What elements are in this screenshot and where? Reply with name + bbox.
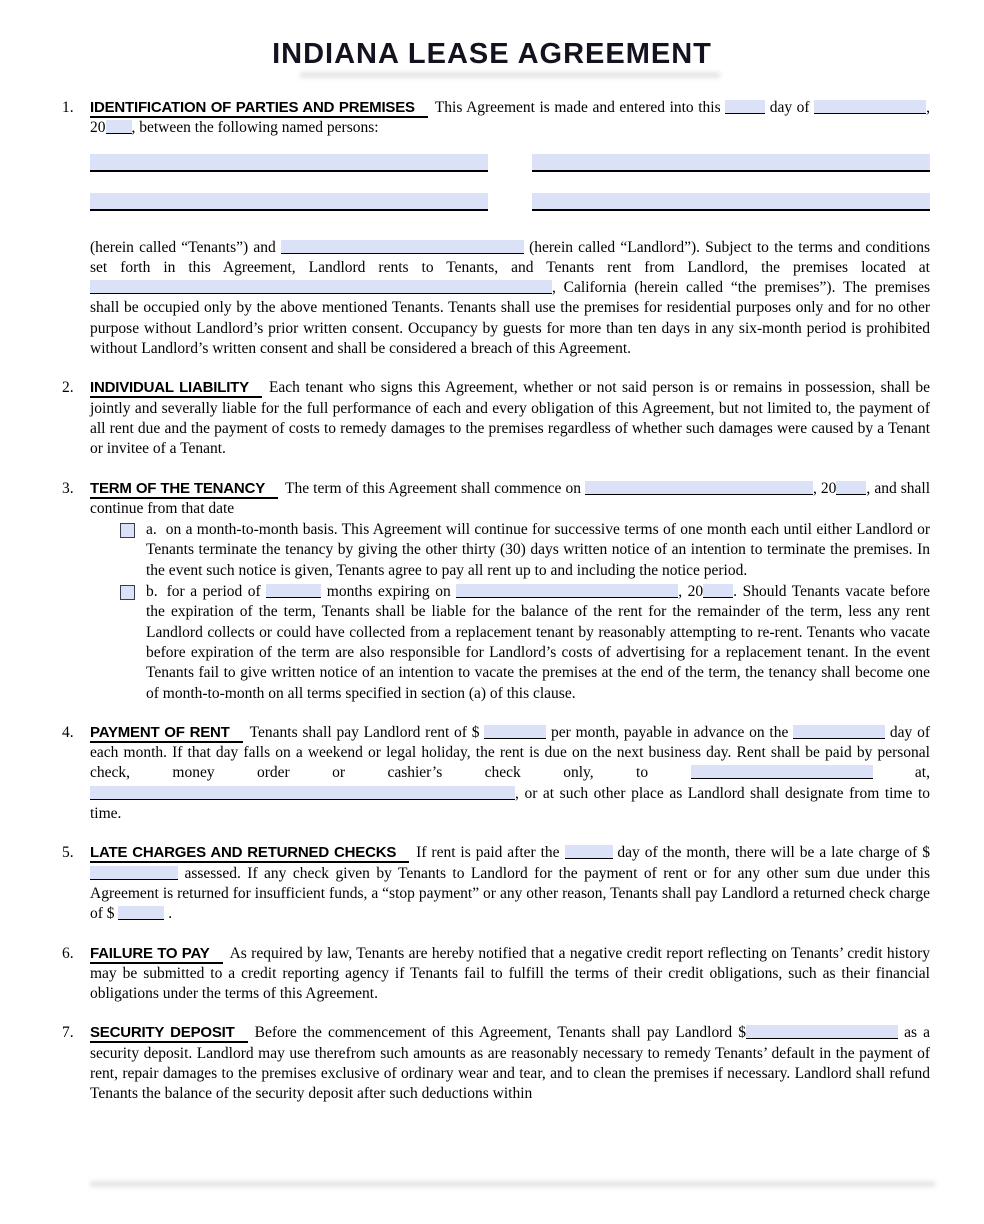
late-charge-amount-blank[interactable] bbox=[90, 866, 178, 880]
rent-payee-blank[interactable] bbox=[691, 765, 873, 779]
scan-artifact-bottom bbox=[90, 1181, 935, 1187]
document-body bbox=[62, 98, 930, 1105]
section-heading: PAYMENT OF RENT bbox=[90, 724, 243, 743]
paragraph: LATE CHARGES AND RETURNED CHECKS If rent is paid after the day of the month, there will be a late charge of $ assessed. If any check given by Tenants to Landlord for the payment of rent or for any other sum due under this Agreement is returned for insufficient funds, a “stop payment” or any other reason, Tenants shall pay Landlord a returned check charge of $ . bbox=[90, 844, 930, 923]
late-after-day-blank[interactable] bbox=[565, 845, 613, 859]
tenant-name-field-2[interactable] bbox=[532, 154, 930, 172]
section-content bbox=[90, 723, 930, 824]
tenant-name-field-3[interactable] bbox=[90, 193, 488, 211]
option-a-month-to-month-checkbox[interactable] bbox=[120, 523, 135, 538]
section-6 bbox=[62, 944, 930, 1005]
tenant-name-field-4[interactable] bbox=[532, 193, 930, 211]
term-months-blank[interactable] bbox=[266, 584, 321, 598]
document-title: INDIANA LEASE AGREEMENT bbox=[272, 38, 712, 70]
section-heading: TERM OF THE TENANCY bbox=[90, 480, 278, 499]
agreement-day-blank[interactable] bbox=[725, 100, 765, 114]
section-number: 7. bbox=[62, 1024, 74, 1042]
tenant-name-field-1[interactable] bbox=[90, 154, 488, 172]
section-5 bbox=[62, 843, 930, 924]
section-2 bbox=[62, 378, 930, 459]
expiration-year-blank[interactable] bbox=[703, 584, 733, 598]
section-content bbox=[90, 843, 930, 924]
section-4 bbox=[62, 723, 930, 824]
section-content bbox=[90, 479, 930, 704]
paragraph: INDIVIDUAL LIABILITY Each tenant who signs this Agreement, whether or not said person is or remains in possession, shall be jointly and severally liable for the full performance of each and every obligation of this Agreement, but not limited to, the payment of all rent due and the payment of costs to remedy damages to the premises regardless of whether such damages were caused by a Tenant or invitee of a Tenant. bbox=[90, 379, 930, 458]
option-letter: b. bbox=[146, 583, 158, 601]
section-heading: LATE CHARGES AND RETURNED CHECKS bbox=[90, 844, 409, 863]
section-number: 1. bbox=[62, 99, 74, 116]
term-option-item bbox=[90, 582, 930, 704]
paragraph: PAYMENT OF RENT Tenants shall pay Landlord rent of $ per month, payable in advance on the day of each month. If that day falls on a weekend or legal holiday, the rent is due on the next business day. Rent shall be paid by personal check, money order or cashier’s check only, to at, , or at such other place as Landlord shall designate from time to time. bbox=[90, 723, 930, 823]
section-heading: INDIVIDUAL LIABILITY bbox=[90, 379, 262, 398]
section-content bbox=[90, 378, 930, 459]
term-option-text: b. for a period of months expiring on , 20 . Should Tenants vacate before the expiration of the term, Tenants shall be liable for the balance of the rent for the remainder of the term, less any rent Landlord collects or could have collected from a replacement tenant by reasonably attempting to re-rent. Tenants who vacate before expiration of the term are also responsible for Landlord’s costs of advertising for a replacement tenant. In the event Tenants fail to give written notice of an intention to vacate the premises at the end of the term, the tenancy shall become one of month-to-month on all terms specified in section (a) of this clause. bbox=[146, 583, 930, 702]
agreement-month-blank[interactable] bbox=[814, 100, 926, 114]
commencement-date-blank[interactable] bbox=[585, 481, 813, 495]
section-number: 4. bbox=[62, 723, 74, 741]
paragraph: SECURITY DEPOSIT Before the commencement of this Agreement, Tenants shall pay Landlord $ as a security deposit. Landlord may use therefrom such amounts as are reasonably necessary to remedy Tenants’ default in the payment of rent, repair damages to the premises exclusive of ordinary wear and tear, and to clean the premises if necessary. Landlord shall refund Tenants the balance of the security deposit after such deductions within bbox=[90, 1024, 930, 1103]
section-content bbox=[90, 1023, 930, 1104]
rent-amount-blank[interactable] bbox=[484, 725, 546, 739]
section-heading: SECURITY DEPOSIT bbox=[90, 1024, 248, 1043]
section-heading: FAILURE TO PAY bbox=[90, 945, 223, 964]
expiration-date-blank[interactable] bbox=[456, 584, 678, 598]
section-number: 3. bbox=[62, 479, 74, 497]
section-1 bbox=[62, 98, 930, 359]
section-number: 6. bbox=[62, 944, 74, 962]
paragraph: IDENTIFICATION OF PARTIES AND PREMISES This Agreement is made and entered into this day of , 20 , between the following named persons: bbox=[90, 99, 930, 137]
term-option-item bbox=[90, 520, 930, 581]
agreement-year-blank[interactable] bbox=[106, 120, 132, 134]
scan-artifact-top bbox=[300, 72, 720, 78]
section-content bbox=[90, 98, 930, 359]
rent-payment-place-blank[interactable] bbox=[90, 786, 515, 800]
section-heading: IDENTIFICATION OF PARTIES AND PREMISES bbox=[90, 99, 428, 118]
section-3 bbox=[62, 479, 930, 704]
commencement-year-blank[interactable] bbox=[836, 481, 866, 495]
returned-check-charge-blank[interactable] bbox=[118, 906, 164, 920]
paragraph: FAILURE TO PAY As required by law, Tenants are hereby notified that a negative credit report reflecting on Tenants’ credit history may be submitted to a credit reporting agency if Tenants fail to fulfill the terms of their credit obligations, such as their financial obligations under the terms of this Agreement. bbox=[90, 944, 930, 1003]
option-letter: a. bbox=[146, 521, 157, 539]
landlord-name-blank[interactable] bbox=[281, 240, 524, 254]
security-deposit-amount-blank[interactable] bbox=[746, 1025, 898, 1039]
party-name-grid bbox=[90, 154, 930, 211]
section-7 bbox=[62, 1023, 930, 1104]
section-content bbox=[90, 944, 930, 1005]
paragraph: (herein called “Tenants”) and (herein called “Landlord”). Subject to the terms and conditions set forth in this Agreement, Landlord rents to Tenants, and Tenants rent from Landlord, the premises located at , California (herein called “the premises”). The premises shall be occupied only by the above mentioned Tenants. Tenants shall use the premises for residential purposes only and for no other purpose without Landlord’s prior written consent. Occupancy by guests for more than ten days in any six-month period is prohibited without Landlord’s written consent and shall be considered a breach of this Agreement. bbox=[90, 238, 930, 358]
term-option-text: a. on a month-to-month basis. This Agreement will continue for successive terms of one month each until either Landlord or Tenants terminate the tenancy by giving the other thirty (30) days written notice of an intention to terminate the premises. In the event such notice is given, Tenants agree to pay all rent up to and including the notice period. bbox=[146, 521, 930, 579]
premises-address-blank[interactable] bbox=[90, 280, 552, 294]
rent-due-day-blank[interactable] bbox=[793, 725, 885, 739]
option-b-fixed-term-checkbox[interactable] bbox=[120, 585, 135, 600]
paragraph: TERM OF THE TENANCY The term of this Agreement shall commence on , 20 , and shall continue from that date bbox=[90, 479, 931, 517]
section-number: 5. bbox=[62, 844, 74, 862]
section-number: 2. bbox=[62, 379, 74, 397]
